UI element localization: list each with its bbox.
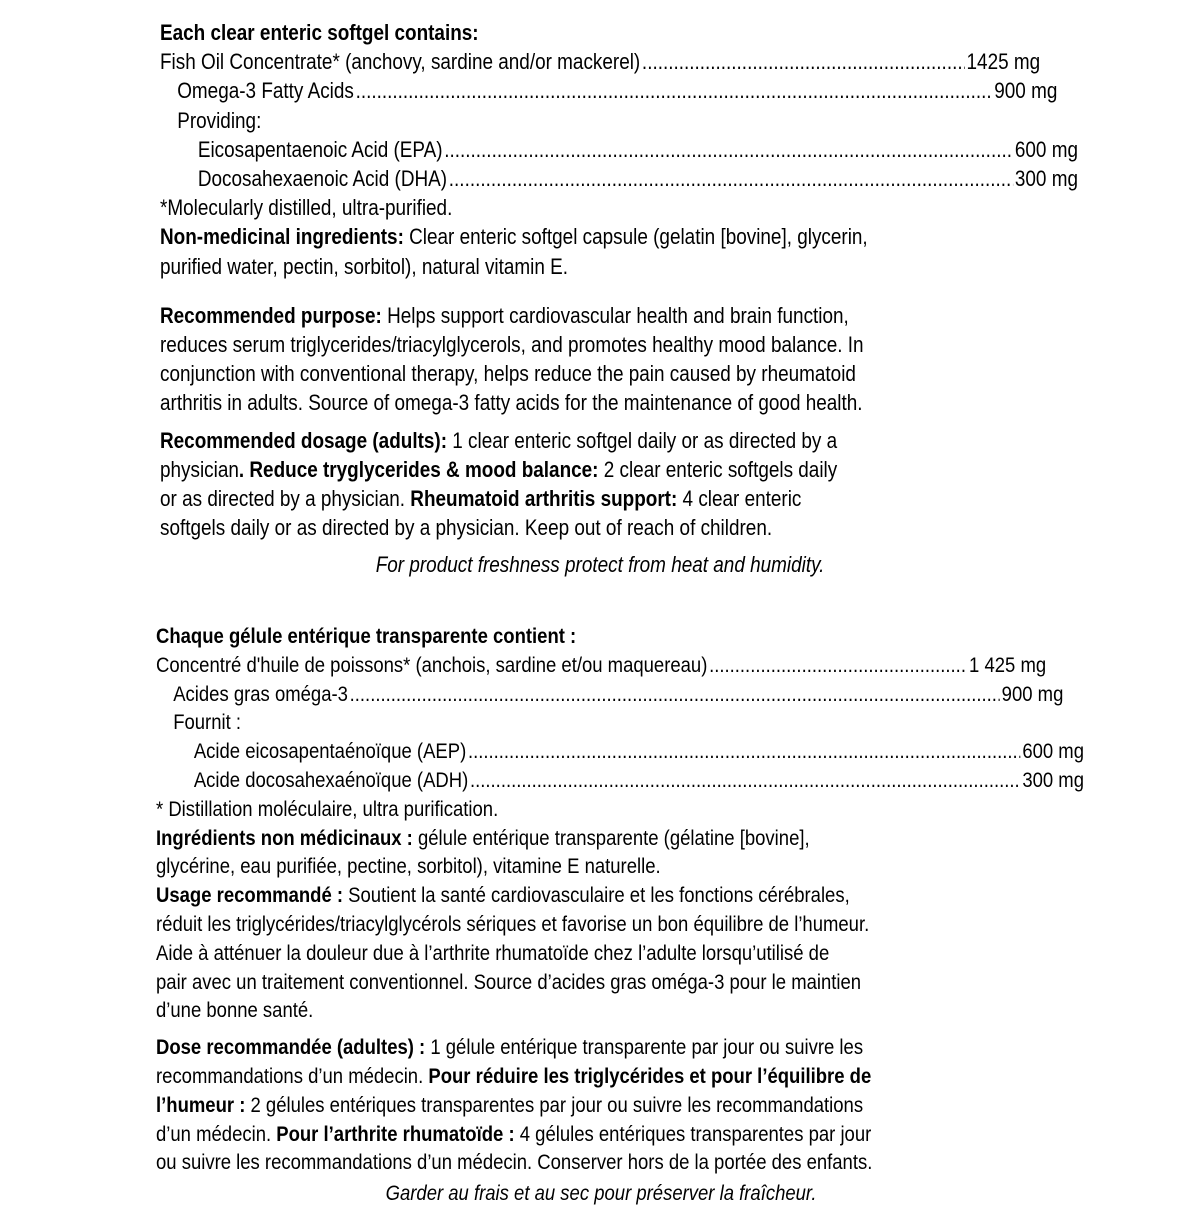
row-label: Eicosapentaenoic Acid (EPA): [197, 136, 443, 162]
fr-row-adh: [156, 766, 1084, 795]
row-label: Acide eicosapentaénoïque (AEP): [193, 739, 467, 764]
en-dosage-line2: [160, 455, 1040, 484]
en-dosage-text: 2 clear enteric softgels daily: [598, 456, 838, 482]
fr-footnote: * Distillation moléculaire, ultra purification.: [156, 796, 499, 821]
leader-dots: [470, 766, 1021, 795]
row-amount: 600 mg: [1014, 136, 1078, 162]
fr-usage-line3: Aide à atténuer la douleur due à l’arthrite rhumatoïde chez l’adulte lorsqu’utilisé de: [156, 940, 830, 965]
fr-usage-line2: réduit les triglycérides/triacylglycérols sériques et favorise un bon équilibre de l’humeur.: [156, 911, 870, 936]
fr-row-omega3: [156, 680, 1063, 709]
french-section: [156, 622, 1084, 1208]
fr-dose-line2: [156, 1062, 1046, 1091]
row-label: Acide docosahexaénoïque (ADH): [193, 767, 469, 792]
row-amount: 900 mg: [1001, 681, 1064, 706]
row-label: Acides gras oméga-3: [173, 681, 348, 706]
fr-row-fournit: Fournit :: [173, 710, 242, 735]
fr-dose-text: 1 gélule entérique transparente par jour ou suivre les: [425, 1035, 864, 1060]
en-nonmed-text: Clear enteric softgel capsule (gelatin [bovine], glycerin,: [403, 224, 868, 250]
leader-dots: [449, 164, 1013, 193]
leader-dots: [468, 737, 1021, 766]
fr-row-aep: [156, 737, 1084, 766]
fr-row-fish-oil: [156, 651, 1046, 680]
en-storage-note: [160, 550, 1040, 579]
en-row-omega3: [160, 76, 1057, 105]
row-amount: 600 mg: [1022, 739, 1084, 764]
fr-usage-line1: [156, 881, 1046, 910]
fr-dose-text: recommandations d’un médecin.: [156, 1063, 429, 1088]
row-label: Fish Oil Concentrate* (anchovy, sardine and/or mackerel): [160, 49, 641, 75]
fr-usage-line4: pair avec un traitement conventionnel. Source d’acides gras oméga-3 pour le maintien: [156, 969, 862, 994]
fr-storage-note: [156, 1179, 1046, 1208]
fr-dose-text: 4 gélules entériques transparentes par jour: [514, 1121, 872, 1146]
fr-heading: Chaque gélule entérique transparente contient :: [156, 624, 577, 648]
en-purpose-label: Recommended purpose:: [160, 302, 382, 328]
row-amount: 300 mg: [1014, 166, 1078, 192]
en-dosage-text: 1 clear enteric softgel daily or as directed by a: [446, 427, 838, 453]
en-purpose-line3: conjunction with conventional therapy, helps reduce the pain caused by rheumatoid: [160, 361, 856, 387]
fr-dose-line5: ou suivre les recommandations d’un médecin. Conserver hors de la portée des enfants.: [156, 1150, 873, 1175]
fr-usage-label: Usage recommandé :: [156, 883, 344, 908]
en-dosage-line4: softgels daily or as directed by a physician. Keep out of reach of children.: [160, 515, 773, 541]
en-storage-text: For product freshness protect from heat and humidity.: [375, 552, 825, 578]
fr-dose-text: 2 gélules entériques transparentes par jour ou suivre les recommandations: [245, 1092, 864, 1117]
en-footnote: *Molecularly distilled, ultra-purified.: [160, 195, 453, 221]
en-dosage-text: physician: [160, 456, 239, 482]
fr-dose-sub-label: Pour l’arthrite rhumatoïde :: [276, 1121, 515, 1146]
row-label: Omega-3 Fatty Acids: [177, 78, 354, 104]
fr-dose-text: d’un médecin.: [156, 1121, 277, 1146]
en-purpose-line4: arthritis in adults. Source of omega-3 fatty acids for the maintenance of good health.: [160, 390, 863, 416]
en-dosage-sub-label: . Reduce tryglycerides & mood balance:: [238, 456, 599, 482]
fr-usage-line5: d’une bonne santé.: [156, 998, 314, 1023]
en-dosage-sub-label: Rheumatoid arthritis support:: [410, 486, 678, 512]
row-label: Docosahexaenoic Acid (DHA): [197, 166, 448, 192]
fr-dose-line3: [156, 1091, 1046, 1120]
fr-nonmed-label: Ingrédients non médicinaux :: [156, 825, 413, 850]
en-purpose-line2: reduces serum triglycerides/triacylglycerols, and promotes healthy mood balance. In: [160, 332, 864, 358]
row-amount: 1425 mg: [966, 49, 1041, 75]
en-row-providing: Providing:: [177, 107, 262, 133]
row-amount: 1 425 mg: [969, 652, 1047, 677]
leader-dots: [642, 47, 965, 76]
en-dosage-text: or as directed by a physician.: [160, 486, 411, 512]
leader-dots: [444, 135, 1013, 164]
en-dosage-label: Recommended dosage (adults):: [160, 427, 447, 453]
en-heading: Each clear enteric softgel contains:: [160, 20, 479, 45]
en-row-epa: [160, 135, 1078, 164]
en-nonmed-label: Non-medicinal ingredients:: [160, 224, 404, 250]
leader-dots: [356, 76, 993, 105]
fr-nonmed-line2: glycérine, eau purifiée, pectine, sorbitol), vitamine E naturelle.: [156, 854, 661, 879]
en-purpose-text: Helps support cardiovascular health and brain function,: [381, 302, 849, 328]
fr-dose-label: Dose recommandée (adultes) :: [156, 1035, 426, 1060]
en-dosage-line1: [160, 426, 1040, 455]
fr-dose-line1: [156, 1033, 1046, 1062]
fr-nonmed-line1: [156, 824, 1046, 853]
row-label: Concentré d'huile de poissons* (anchois, sardine et/ou maquereau): [156, 652, 708, 677]
en-nonmed-line2: purified water, pectin, sorbitol), natural vitamin E.: [160, 253, 569, 279]
english-section: [160, 18, 1078, 580]
row-amount: 900 mg: [994, 78, 1058, 104]
leader-dots: [709, 651, 967, 680]
fr-dose-sub-label: Pour réduire les triglycérides et pour l’équilibre de: [428, 1063, 872, 1088]
fr-dose-sub-label: l’humeur :: [156, 1092, 246, 1117]
en-purpose-line1: [160, 301, 1040, 330]
fr-nonmed-text: gélule entérique transparente (gélatine [bovine],: [412, 825, 810, 850]
fr-usage-text: Soutient la santé cardiovasculaire et les fonctions cérébrales,: [343, 883, 850, 908]
en-dosage-text: 4 clear enteric: [677, 486, 802, 512]
en-nonmed-line1: [160, 222, 1040, 251]
fr-storage-text: Garder au frais et au sec pour préserver la fraîcheur.: [385, 1181, 817, 1206]
row-amount: 300 mg: [1022, 767, 1084, 792]
en-dosage-line3: [160, 484, 1040, 513]
fr-dose-line4: [156, 1120, 1046, 1149]
leader-dots: [350, 680, 1000, 709]
en-row-dha: [160, 164, 1078, 193]
en-row-fish-oil: [160, 47, 1040, 76]
